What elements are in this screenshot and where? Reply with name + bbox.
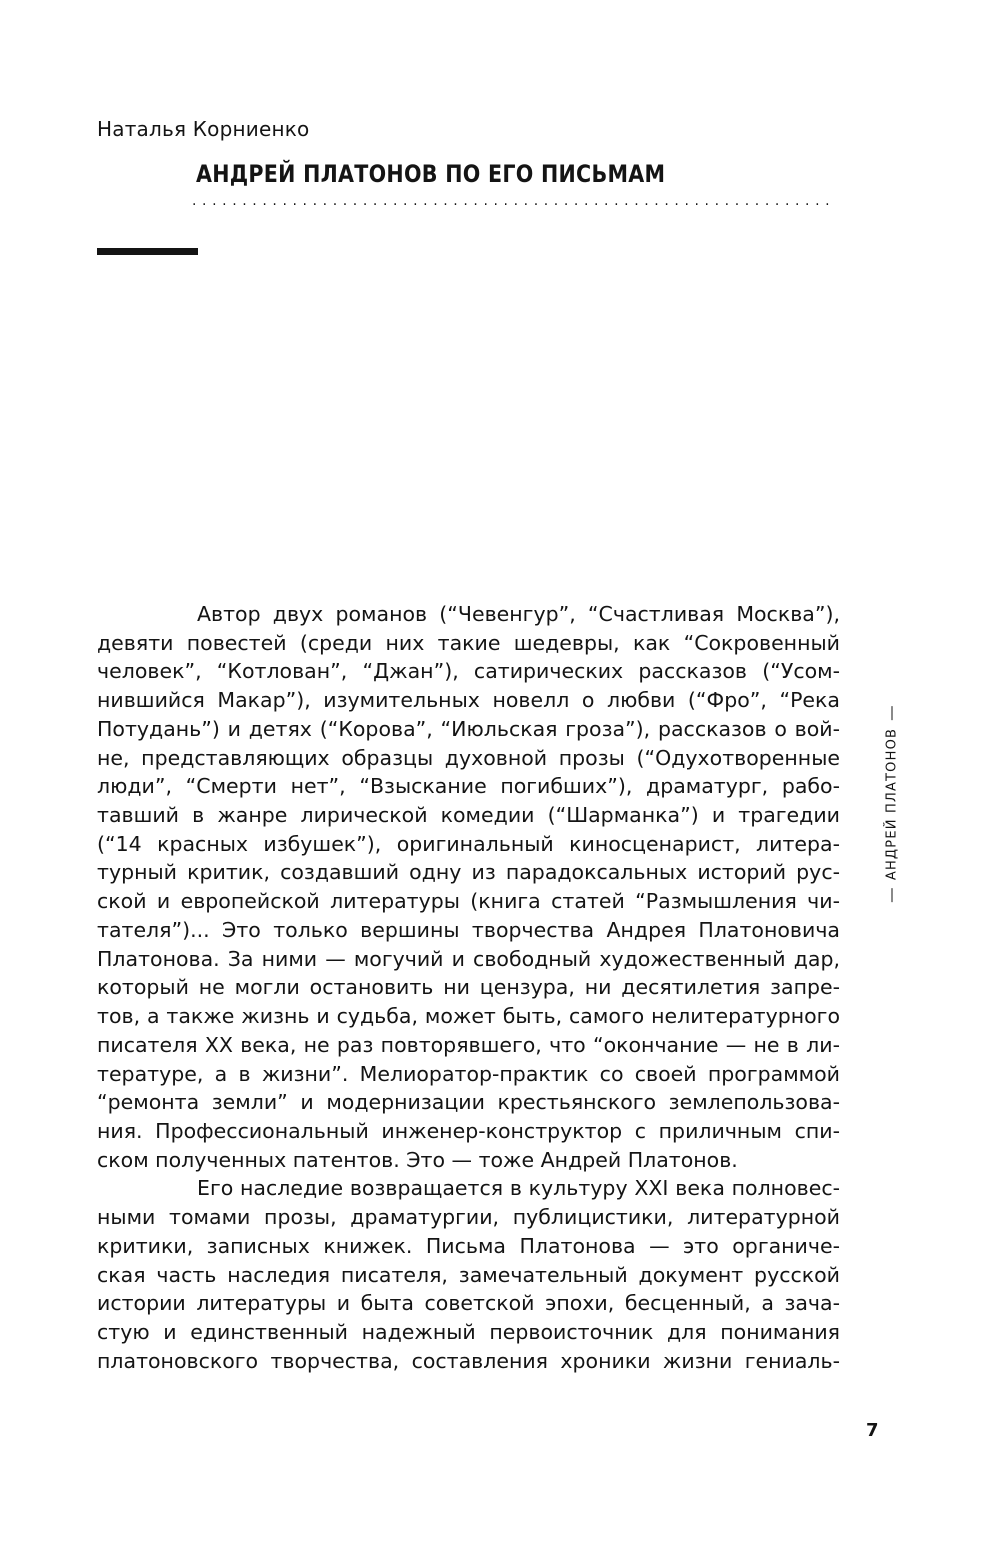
paragraph-1-line: ском полученных патентов. Это — тоже Андрей Платонов. [97,1147,738,1172]
paragraph-1-line: человек”, “Котлован”, “Джан”), сатирических рассказов (“Усом- [97,659,840,684]
page-number: 7 [866,1420,879,1441]
paragraph-2-line: стую и единственный надежный первоисточник для понимания [97,1319,840,1344]
dotted-separator: ................................................................ [192,194,836,208]
chapter-title: АНДРЕЙ ПЛАТОНОВ ПО ЕГО ПИСЬМАМ [196,160,666,188]
running-head-rule [891,706,893,720]
paragraph-2-line: ными томами прозы, драматургии, публицистики, литературной [97,1205,840,1230]
paragraph-1-line: Платонова. За ними — могучий и свободный художественный дар, [97,946,840,971]
paragraph-2-line: Его наследие возвращается в культуру XXI века полновес- [197,1176,840,1201]
paragraph-1-line: девяти повестей (среди них такие шедевры, как “Сокровенный [97,630,840,655]
paragraph-1-line: который не могли остановить ни цензура, ни десятилетия запре- [97,975,840,1000]
paragraph-1-line: нившийся Макар”), изумительных новелл о любви (“Фро”, “Река [97,688,840,713]
paragraph-1-line: Потудань”) и детях (“Корова”, “Июльская гроза”), рассказов о вой- [97,716,840,741]
running-head-rule [891,888,893,902]
paragraph-1-line: Автор двух романов (“Чевенгур”, “Счастливая Москва”), [197,602,840,626]
paragraph-1-line: тов, а также жизнь и судьба, может быть, самого нелитературного [97,1004,840,1029]
paragraph-2-line: ская часть наследия писателя, замечательный документ русской [97,1262,840,1287]
paragraph-1-line: (“14 красных избушек”), оригинальный киносценарист, литера- [97,831,840,856]
author-name: Наталья Корниенко [97,117,310,141]
heavy-rule [97,248,198,255]
paragraph-1-line: не, представляющих образцы духовной прозы (“Одухотворенные [97,745,840,770]
paragraph-1-line: “ремонта земли” и модернизации крестьянского землепользова- [97,1090,840,1115]
paragraph-2-line: платоновского творчества, составления хроники жизни гениаль- [97,1348,840,1373]
paragraph-1-line: писателя XX века, не раз повторявшего, что “окончание — не в ли- [97,1032,840,1057]
paragraph-1-line: ния. Профессиональный инженер-конструктор с приличным спи- [97,1118,840,1143]
paragraph-1-line: турный критик, создавший одну из парадоксальных историй рус- [97,860,840,885]
paragraph-2-line: истории литературы и быта советской эпохи, бесценный, а зача- [97,1291,840,1316]
paragraph-2-line: критики, записных книжек. Письма Платонова — это органиче- [97,1233,840,1258]
paragraph-1-line: люди”, “Смерти нет”, “Взыскание погибших”), драматург, рабо- [97,774,840,799]
body-text [97,600,840,1375]
running-head [878,716,906,892]
paragraph-1-line: тературе, а в жизни”. Мелиоратор-практик со своей программой [97,1061,840,1086]
paragraph-1-line: ской и европейской литературы (книга статей “Размышления чи- [97,889,840,914]
running-head-text: АНДРЕЙ ПЛАТОНОВ [884,727,900,881]
paragraph-1-line: тавший в жанре лирической комедии (“Шарманка”) и трагедии [97,803,840,828]
paragraph-1-line: тателя”)... Это только вершины творчества Андрея Платоновича [97,917,840,942]
